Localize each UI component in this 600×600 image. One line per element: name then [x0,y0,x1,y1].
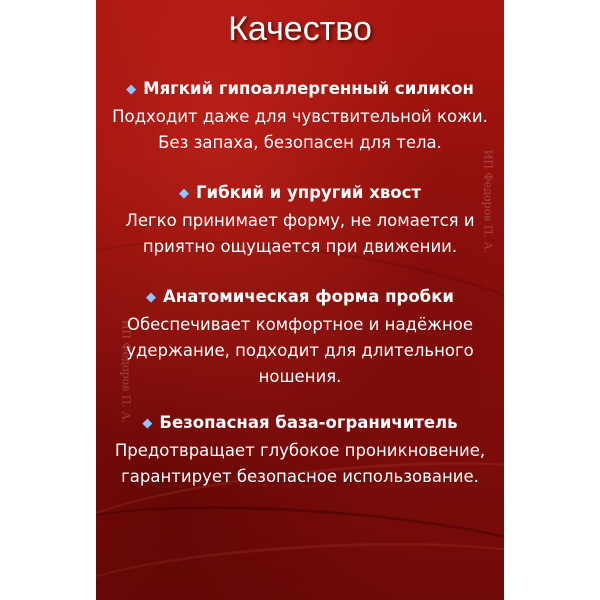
feature-section [96,180,504,260]
feature-section [96,284,504,390]
diamond-icon: ◆ [146,290,157,305]
feature-description-line: Обеспечивает комфортное и надёжное [126,315,474,334]
feature-heading [96,410,504,438]
feature-description-line: гарантирует безопасное использование. [121,467,479,486]
feature-section [96,76,504,156]
feature-heading-text: Мягкий гипоаллергенный силикон [143,79,474,98]
diamond-icon: ◆ [142,416,153,431]
page-title: Качество [228,10,372,48]
feature-heading-text: Гибкий и упругий хвост [196,183,421,202]
feature-heading [96,284,504,312]
watermark-right: ИП Федоров П. А. [481,149,495,254]
feature-section [96,410,504,490]
feature-description-line: Без запаха, безопасен для тела. [158,133,442,152]
feature-description-line: приятно ощущается при движении. [142,237,458,256]
feature-heading-text: Безопасная база-ограничитель [159,413,458,432]
feature-description-line: ношения. [258,367,342,386]
feature-description-line: Подходит даже для чувствительной кожи. [112,107,488,126]
feature-heading [96,180,504,208]
feature-heading [96,76,504,104]
feature-heading-text: Анатомическая форма пробки [163,287,454,306]
feature-description-line: Предотвращает глубокое проникновение, [114,441,486,460]
feature-description-line: Легко принимает форму, не ломается и [125,211,475,230]
quality-card [96,0,504,600]
diamond-icon: ◆ [126,82,137,97]
watermark-left: ИП Федоров П. А. [119,319,133,424]
diamond-icon: ◆ [179,186,190,201]
feature-description-line: удержание, подходит для длительного [126,341,474,360]
